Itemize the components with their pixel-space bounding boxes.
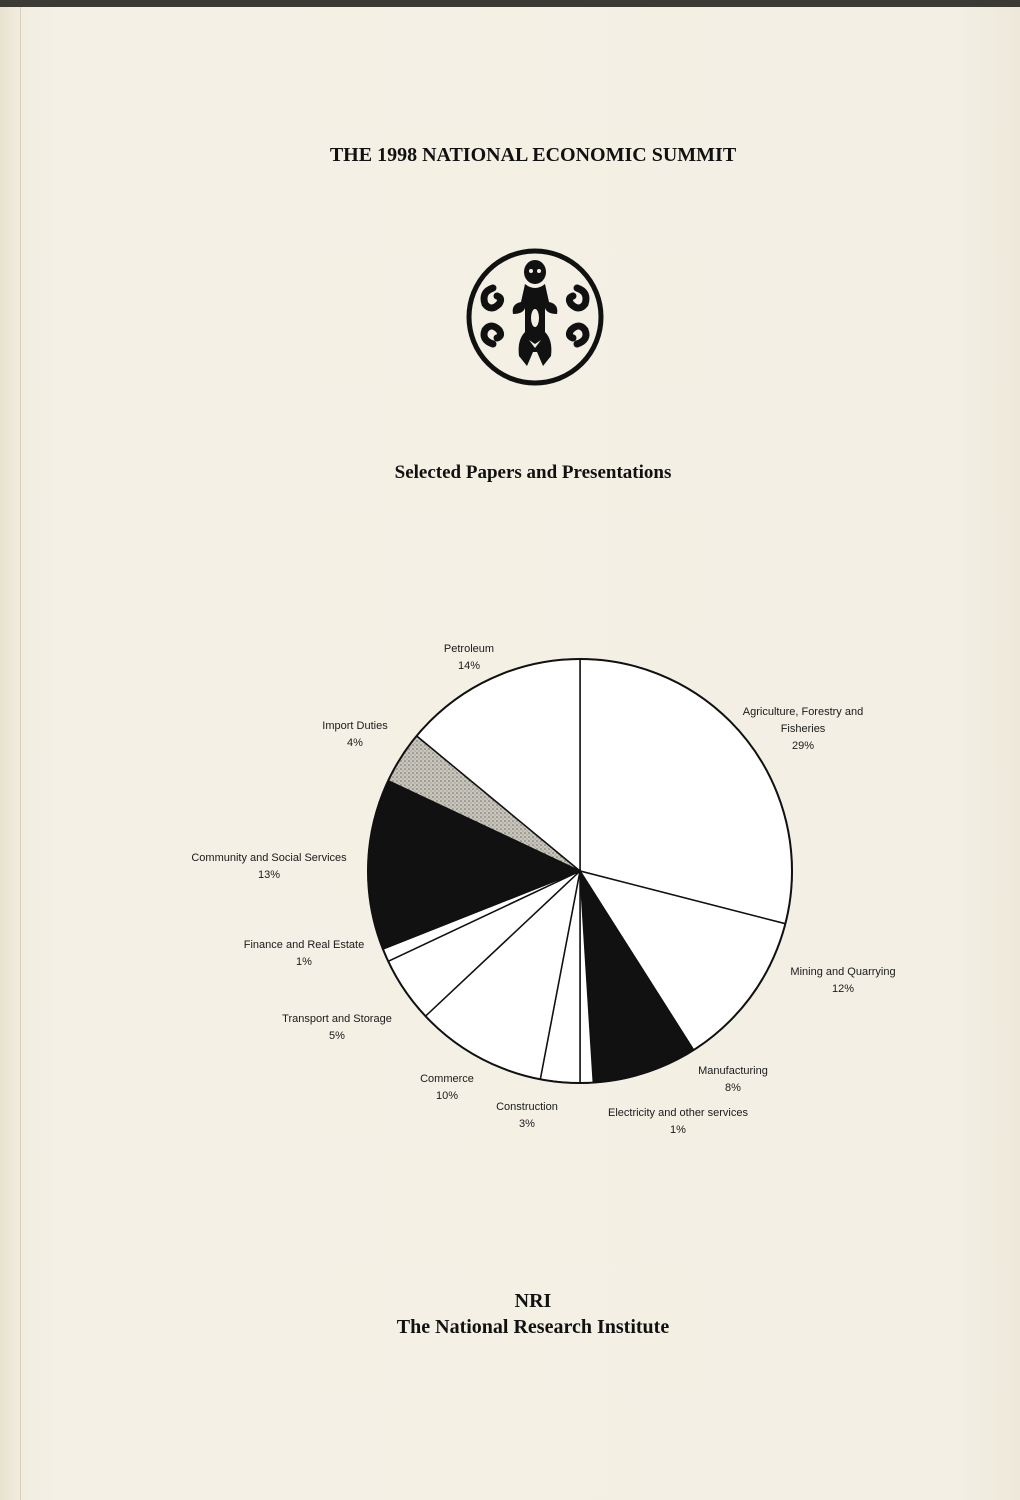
pie-slice-label: Finance and Real Estate xyxy=(243,939,365,951)
pie-slice-value-label: 3% xyxy=(519,1118,535,1130)
publisher-block xyxy=(0,1288,1020,1340)
pie-slices xyxy=(368,659,792,1083)
cover-subtitle: Selected Papers and Presentations xyxy=(394,462,672,483)
pie-slice-value-label: 13% xyxy=(257,869,281,881)
pie-slice-label: Fisheries xyxy=(780,723,826,735)
pie-slice-value-label: 12% xyxy=(831,983,855,995)
pie-slice-value-label: 4% xyxy=(347,737,363,749)
publisher-name: The National Research Institute xyxy=(396,1316,670,1338)
pie-slice-label: Import Duties xyxy=(322,720,388,732)
pie-slice-label: Construction xyxy=(496,1101,558,1113)
pie-slice-value-label: 5% xyxy=(329,1030,345,1042)
pie-slice-value-label: 14% xyxy=(457,660,481,672)
pie-slice-label: Mining and Quarrying xyxy=(790,966,896,978)
cover-title: THE 1998 NATIONAL ECONOMIC SUMMIT xyxy=(329,144,737,166)
pie-slice-label: Petroleum xyxy=(443,643,495,655)
pie-slice-label: Commerce xyxy=(420,1073,474,1085)
publisher-acronym: NRI xyxy=(514,1290,552,1312)
pie-slice-value-label: 8% xyxy=(725,1082,741,1094)
pie-slice-label: Electricity and other services xyxy=(608,1107,748,1119)
pie-slice-value-label: 29% xyxy=(791,740,815,752)
pie-slice-label: Agriculture, Forestry and xyxy=(742,706,864,718)
pie-slice-label: Transport and Storage xyxy=(282,1013,392,1025)
pie-slice-value-label: 1% xyxy=(670,1124,686,1136)
pie-slice-label: Manufacturing xyxy=(698,1065,768,1077)
pie-slice-value-label: 10% xyxy=(435,1090,459,1102)
pie-slice-value-label: 1% xyxy=(296,956,312,968)
pie-slice-label: Community and Social Services xyxy=(191,852,347,864)
